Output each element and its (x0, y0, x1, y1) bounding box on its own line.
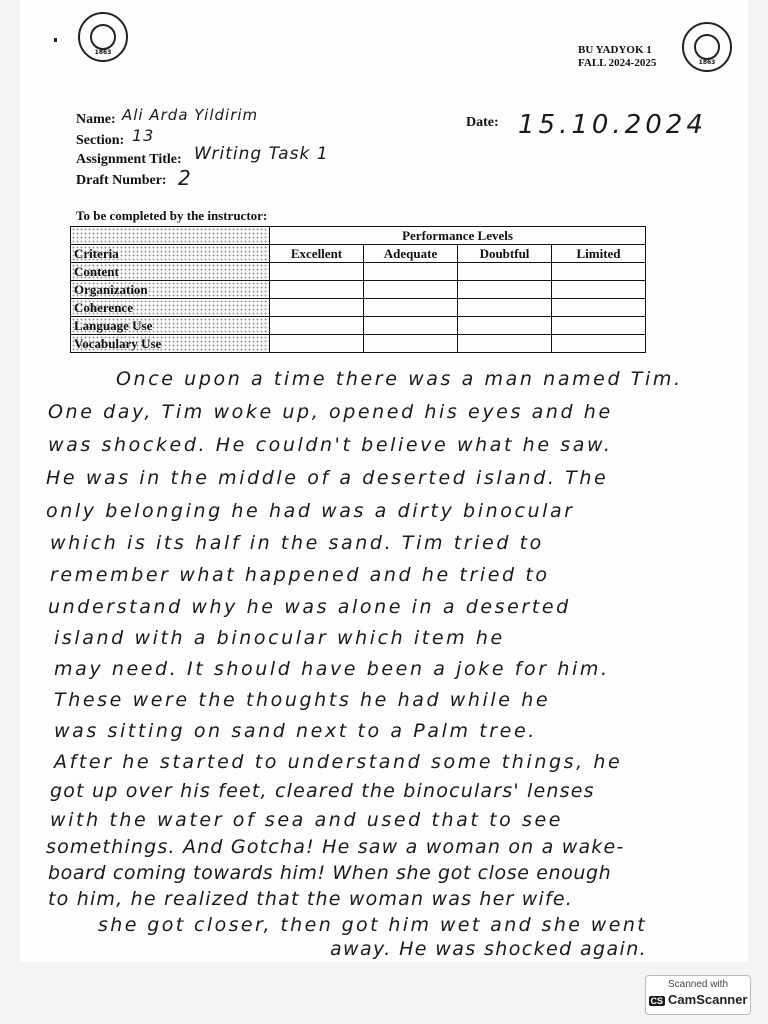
rubric-cell (270, 299, 364, 317)
rubric-cell (458, 335, 552, 353)
university-seal-right: 1863 (682, 22, 732, 72)
rubric-cell (458, 299, 552, 317)
rubric-cell (552, 281, 646, 299)
rubric-cell (364, 263, 458, 281)
essay-line: which is its half in the sand. Tim tried to (50, 532, 544, 554)
rubric-corner (71, 227, 270, 245)
rubric-cell (458, 263, 552, 281)
rubric-cell (458, 317, 552, 335)
criteria-header: Criteria (71, 245, 270, 263)
course-header (578, 44, 656, 70)
instructor-note: To be completed by the instructor: (76, 208, 268, 223)
essay-line: to him, he realized that the woman was her wife. (48, 888, 574, 910)
rubric-cell (552, 317, 646, 335)
rubric-row (71, 317, 646, 335)
essay-line: may need. It should have been a joke for him. (54, 658, 610, 680)
essay-line: board coming towards him! When she got close enough (48, 862, 612, 884)
essay-line: After he started to understand some things, he (54, 751, 623, 773)
level-limited: Limited (552, 245, 646, 263)
essay-line: remember what happened and he tried to (50, 564, 550, 586)
rubric-cell (552, 335, 646, 353)
rubric-levels-row (71, 245, 646, 263)
essay-line: These were the thoughts he had while he (54, 689, 551, 711)
essay-line: with the water of sea and used that to see (50, 809, 564, 831)
criterion-organization: Organization (71, 281, 270, 299)
criterion-coherence: Coherence (71, 299, 270, 317)
section-label: Section: (76, 133, 125, 148)
rubric-row (71, 263, 646, 281)
rubric-cell (270, 335, 364, 353)
section-value: 13 (132, 126, 155, 145)
margin-mark (54, 38, 57, 42)
performance-levels-header: Performance Levels (270, 227, 646, 245)
rubric-table (70, 226, 646, 353)
name-value: Ali Arda Yildirim (122, 106, 259, 124)
date-label: Date: (466, 115, 499, 130)
essay-line: was sitting on sand next to a Palm tree. (54, 720, 537, 742)
rubric-row (71, 281, 646, 299)
rubric-row (71, 299, 646, 317)
essay-line: got up over his feet, cleared the binoculars' lenses (50, 780, 595, 802)
essay-line: He was in the middle of a deserted island. The (46, 467, 609, 489)
rubric-cell (270, 317, 364, 335)
criterion-content: Content (71, 263, 270, 281)
essay-line: understand why he was alone in a deserted (48, 596, 571, 618)
rubric-cell (364, 281, 458, 299)
rubric-cell (364, 335, 458, 353)
draft-number-label: Draft Number: (76, 173, 167, 188)
essay-line: away. He was shocked again. (330, 938, 648, 960)
essay-line: she got closer, then got him wet and she went (98, 914, 648, 936)
essay-line: somethings. And Gotcha! He saw a woman on a wake- (46, 836, 625, 858)
essay-line: Once upon a time there was a man named Tim. (116, 368, 683, 390)
rubric-cell (270, 263, 364, 281)
camscanner-name: CamScanner (668, 992, 748, 1007)
assignment-title-value: Writing Task 1 (194, 144, 329, 164)
essay-line: only belonging he had was a dirty binocular (46, 500, 575, 522)
name-label: Name: (76, 112, 116, 127)
rubric-cell (364, 317, 458, 335)
university-seal-left: 1863 (78, 12, 128, 62)
camscanner-watermark (645, 975, 751, 1015)
rubric-row (71, 335, 646, 353)
rubric-cell (364, 299, 458, 317)
essay-line: One day, Tim woke up, opened his eyes and he (48, 401, 613, 423)
rubric-cell (552, 263, 646, 281)
level-excellent: Excellent (270, 245, 364, 263)
level-doubtful: Doubtful (458, 245, 552, 263)
scanned-with-text: Scanned with (667, 979, 729, 990)
camscanner-brand (646, 992, 750, 1007)
course-code: BU YADYOK 1 (578, 44, 652, 56)
camscanner-logo-icon: CS (650, 996, 664, 1006)
rubric-cell (552, 299, 646, 317)
assignment-title-label: Assignment Title: (76, 152, 182, 167)
essay-line: was shocked. He couldn't believe what he saw. (48, 434, 613, 456)
draft-number-value: 2 (178, 166, 192, 190)
date-value: 15.10.2024 (518, 110, 707, 140)
essay-line: island with a binocular which item he (54, 627, 505, 649)
criterion-vocabulary-use: Vocabulary Use (71, 335, 270, 353)
term: FALL 2024-2025 (578, 57, 657, 69)
level-adequate: Adequate (364, 245, 458, 263)
rubric-cell (270, 281, 364, 299)
rubric-cell (458, 281, 552, 299)
rubric-header-row (71, 227, 646, 245)
criterion-language-use: Language Use (71, 317, 270, 335)
